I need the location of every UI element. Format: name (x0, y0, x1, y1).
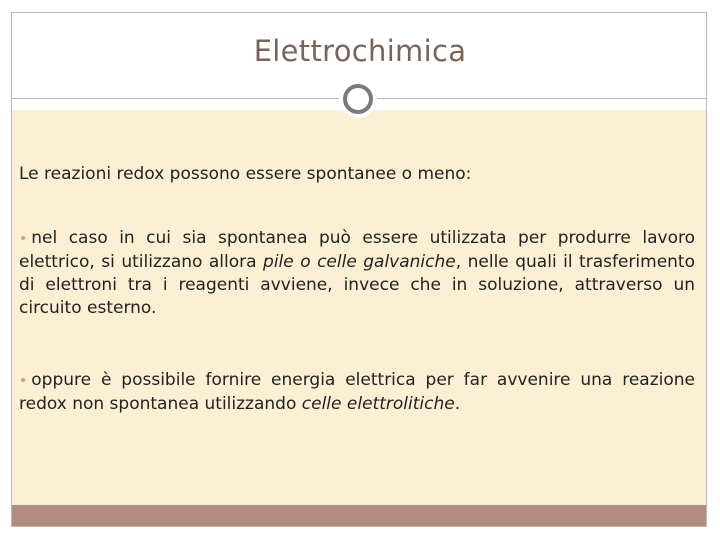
bullet2-text-a: oppure è possibile fornire energia elettrica per far avvenire una reazione redox non spontanea utilizzando (19, 370, 695, 414)
bullet1-text-b: , nelle quali il trasferimento di elettroni tra i reagenti avviene, invece che in soluzione, attraverso un circuito esterno. (19, 252, 695, 318)
intro-text: Le reazioni redox possono essere spontanee o meno: (19, 164, 472, 184)
bullet1-text-a: nel caso in cui sia spontanea può essere utilizzata per produrre lavoro elettrico, si utilizzano allora (19, 228, 695, 272)
bullet2-emphasis: celle elettrolitiche (301, 394, 455, 414)
bullet1-emphasis: pile o celle galvaniche (263, 252, 456, 272)
bullet-item-electrolytic (19, 369, 695, 416)
slide-title: Elettrochimica (253, 34, 467, 68)
bottom-bar (12, 505, 706, 526)
bullet-dot-icon: • (19, 231, 28, 247)
ring-icon (339, 80, 377, 118)
bullet-dot-icon: • (19, 373, 28, 389)
bullet-item-galvanic (19, 227, 695, 320)
bullet2-text-b: . (454, 394, 461, 414)
